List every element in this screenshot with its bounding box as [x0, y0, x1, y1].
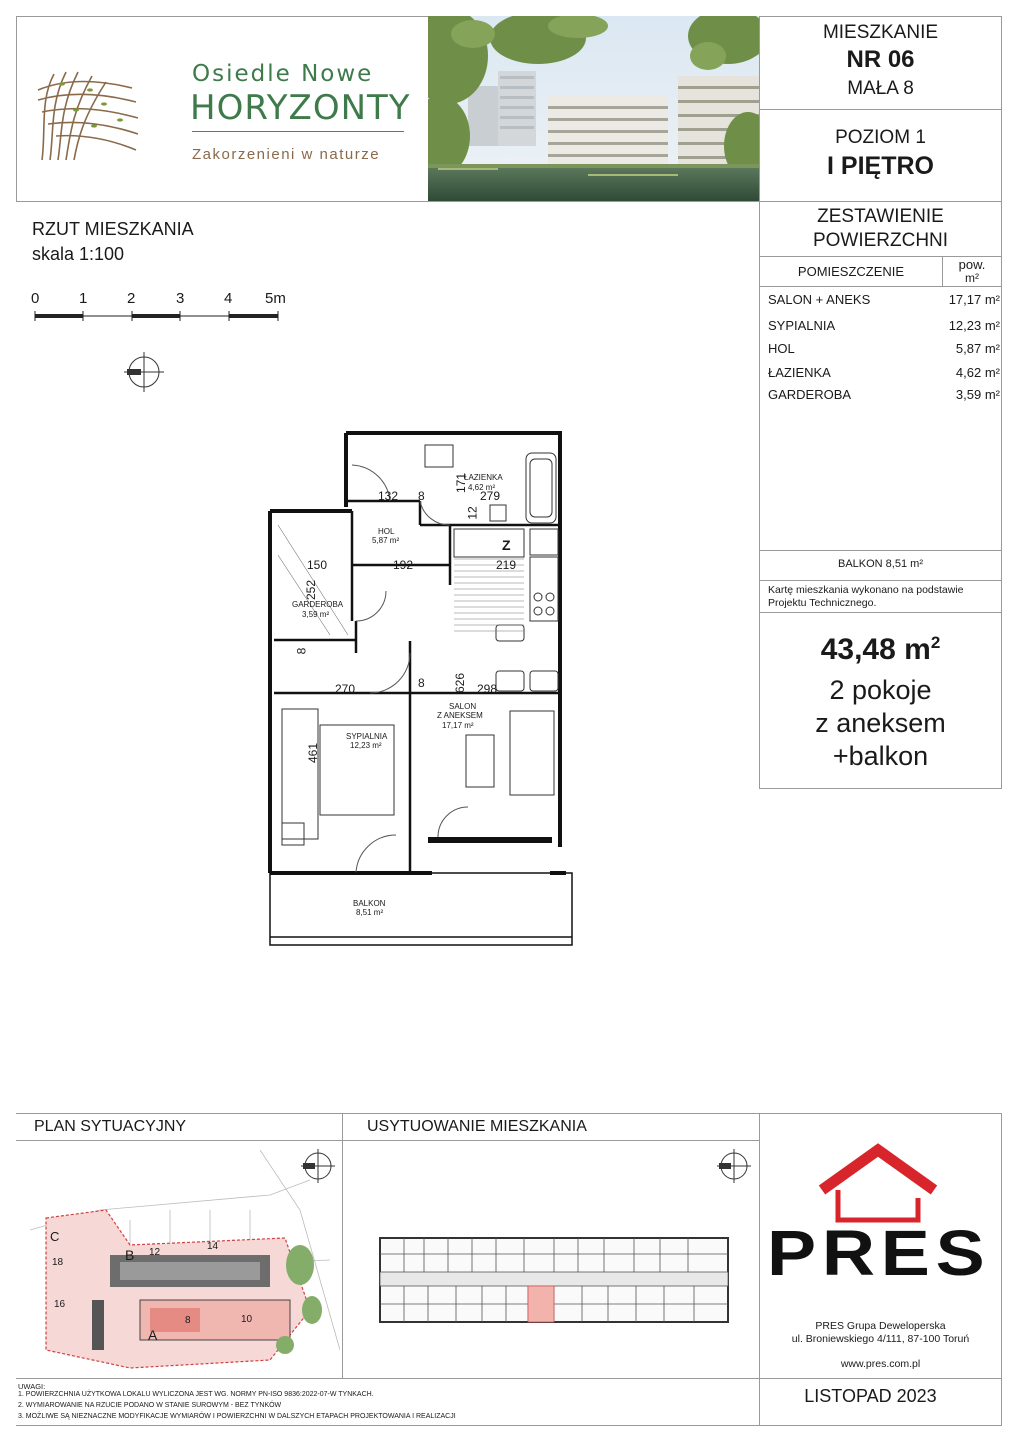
area-row-value: 17,17 m²: [948, 292, 1000, 307]
dimension-label: 626: [453, 672, 468, 694]
areas-title-line2: POWIERZCHNI: [812, 230, 949, 251]
dimension-label: 8: [418, 676, 425, 690]
notes-item: 2. WYMIAROWANIE NA RZUCIE PODANO W STANIE SUROWYM - BEZ TYNKÓW: [18, 1402, 282, 1409]
areas-col-room: POMIESZCZENIE: [797, 264, 905, 279]
frame-apt-divider: [759, 109, 1002, 110]
frame-note-bottom: [759, 612, 1002, 613]
dimension-label: 461: [306, 742, 321, 764]
dimension-label: 279: [480, 489, 501, 503]
pres-roof-icon: [818, 1142, 938, 1226]
dimension-label: 12: [465, 506, 480, 520]
room-hall-area: 5,87 m²: [372, 536, 400, 545]
frame-bottom-titles: [16, 1140, 760, 1141]
room-salon-name: SALON: [449, 702, 477, 711]
area-row-value: 12,23 m²: [948, 318, 1000, 333]
frame-balcony-bottom: [759, 580, 1002, 581]
building-photo: [428, 16, 759, 201]
frame-left: [16, 16, 17, 201]
areas-col-area-line1: pow.: [958, 257, 986, 272]
area-row-value: 5,87 m²: [955, 341, 1000, 356]
room-bedroom-area: 12,23 m²: [350, 741, 382, 750]
logo-line2: HORYZONTY: [190, 88, 411, 128]
dimension-label: 8: [418, 489, 425, 503]
summary-total: [760, 633, 1001, 667]
room-wardrobe-area: 3,59 m²: [302, 610, 330, 619]
area-row-name: GARDEROBA: [768, 387, 852, 402]
notes-item: 3. MOŻLIWE SĄ NIEZNACZNE MODYFIKACJE WYMIARÓW I POWIERZCHNI W DALSZYCH ETAPACH PROJEKTOWANIA I REALIZACJI: [18, 1413, 456, 1420]
site-label-12: 12: [149, 1247, 161, 1258]
plan-title: RZUT MIESZKANIA: [32, 219, 194, 239]
area-row-value: 4,62 m²: [955, 365, 1000, 380]
room-salon-name2: Z ANEKSEM: [437, 711, 483, 720]
frame-notes-top: [16, 1378, 1002, 1379]
frame-summary-bottom: [759, 788, 1002, 789]
area-row-name: SALON + ANEKS: [768, 292, 871, 307]
notes-item: 1. POWIERZCHNIA UŻYTKOWA LOKALU WYLICZONA JEST WG. NORMY PN-ISO 9836:2022-07-W TYNKACH.: [18, 1391, 374, 1398]
site-label-18: 18: [52, 1257, 64, 1268]
tree-logo-icon: [32, 60, 144, 166]
room-bathroom-name: ŁAZIENKA: [464, 473, 503, 482]
storage-z-mark: Z: [502, 537, 511, 553]
balcony-area: BALKON 8,51 m²: [838, 558, 923, 570]
developer-website[interactable]: www.pres.com.pl: [840, 1358, 921, 1370]
scale-tick-label: 4: [224, 290, 233, 307]
site-label-a: A: [148, 1327, 158, 1343]
scale-tick-label: 2: [127, 290, 136, 307]
area-row-name: ŁAZIENKA: [768, 365, 831, 380]
apartment-level: POZIOM 1: [835, 127, 926, 148]
summary-total-unit: 2: [930, 633, 941, 652]
dimension-label: 252: [304, 579, 319, 601]
developer-address: ul. Broniewskiego 4/111, 87-100 Toruń: [791, 1333, 970, 1345]
areas-note: Kartę mieszkania wykonano na podstawie Projektu Technicznego.: [768, 584, 964, 609]
dimension-label: 192: [393, 558, 414, 572]
area-row-value: 3,59 m²: [955, 387, 1000, 402]
room-balcony-area: 8,51 m²: [356, 908, 384, 917]
dimension-label: 171: [454, 472, 469, 494]
room-wardrobe-name: GARDEROBA: [292, 600, 344, 609]
building-floor-plan: [378, 1234, 730, 1326]
room-salon-area: 17,17 m²: [442, 721, 474, 730]
areas-title-line1: ZESTAWIENIE: [817, 206, 944, 227]
frame-level-divider: [759, 201, 1002, 202]
room-hall-name: HOL: [378, 527, 395, 536]
summary-rooms: 2 pokoje: [829, 675, 932, 705]
room-bathroom-area: 4,62 m²: [468, 483, 496, 492]
scale-tick-label: 3: [176, 290, 185, 307]
site-plan-title: PLAN SYTUACYJNY: [34, 1118, 187, 1135]
summary-annex: z aneksem: [815, 708, 946, 738]
area-row-name: SYPIALNIA: [768, 318, 836, 333]
apartment-number: NR 06: [846, 46, 915, 73]
dimension-label: 298: [477, 682, 498, 696]
location-title: USYTUOWANIE MIESZKANIA: [367, 1118, 587, 1135]
developer-company: PRES Grupa Deweloperska: [815, 1320, 946, 1332]
site-label-8: 8: [185, 1315, 191, 1326]
north-arrow-icon: [124, 352, 164, 392]
scale-bar-graphic: [30, 309, 282, 323]
dimension-label: 8: [294, 647, 309, 655]
dimension-label: 270: [335, 682, 356, 696]
plan-scale: skala 1:100: [32, 244, 125, 264]
location-north-arrow-icon: [716, 1148, 752, 1184]
frame-bottom-top: [16, 1113, 1002, 1114]
scale-tick-label: 1: [79, 290, 88, 307]
site-plan-map: [30, 1150, 340, 1375]
frame-balcony-top: [759, 550, 1002, 551]
room-bedroom-name: SYPIALNIA: [346, 732, 388, 741]
apartment-label: MIESZKANIE: [822, 22, 939, 43]
frame-bottom-mid: [342, 1113, 343, 1378]
dimension-label: 132: [378, 489, 399, 503]
summary-total-value: 43,48 m: [820, 633, 931, 666]
site-label-16: 16: [54, 1299, 66, 1310]
apartment-floor: I PIĘTRO: [827, 152, 934, 180]
frame-header-bottom: [16, 201, 760, 202]
document-date: LISTOPAD 2023: [804, 1386, 937, 1406]
dimension-label: 219: [496, 558, 517, 572]
site-label-14: 14: [207, 1241, 219, 1252]
notes-title: UWAGI:: [18, 1382, 46, 1391]
area-row-name: HOL: [768, 341, 795, 356]
site-label-c: C: [50, 1229, 60, 1244]
site-label-b: B: [125, 1247, 135, 1263]
floor-plan: [260, 425, 580, 965]
logo-line1: Osiedle Nowe: [192, 61, 374, 87]
logo-tagline: Zakorzenieni w naturze: [192, 146, 381, 163]
site-label-10: 10: [241, 1314, 253, 1325]
dimension-label: 150: [307, 558, 328, 572]
frame-bottom-right-edge: [1001, 1113, 1002, 1426]
scale-tick-label: 0: [31, 290, 40, 307]
frame-right-col-right: [1001, 16, 1002, 788]
developer-logo-text: PRES: [767, 1217, 991, 1289]
room-balcony-name: BALKON: [353, 899, 386, 908]
scale-tick-label: 5m: [265, 290, 286, 307]
apartment-street: MAŁA 8: [847, 78, 914, 99]
areas-col-area-line2: m²: [965, 271, 979, 285]
frame-notes-bottom: [16, 1425, 1002, 1426]
summary-balcony: +balkon: [832, 741, 929, 771]
logo-divider: [192, 131, 404, 132]
site-north-arrow-icon: [300, 1148, 336, 1184]
frame-table-head: [759, 286, 1002, 287]
